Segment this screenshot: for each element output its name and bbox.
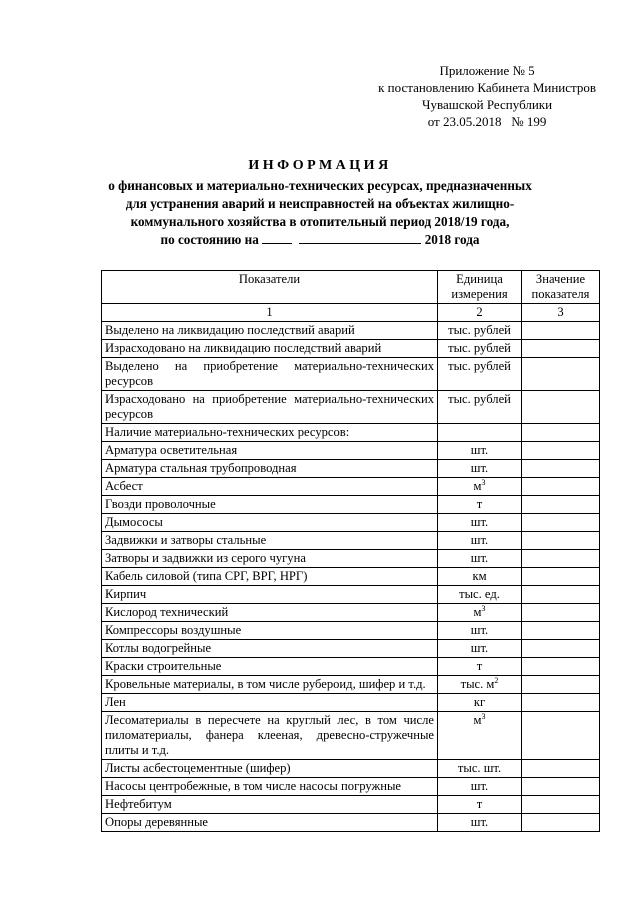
unit-label: тыс. рублей [448, 392, 511, 406]
unit-cell [438, 514, 522, 532]
unit-label: шт. [470, 815, 489, 829]
value-cell [522, 550, 600, 568]
table-row [102, 640, 600, 658]
unit-label: шт. [470, 641, 489, 655]
indicator-name: Дымососы [102, 514, 438, 532]
unit-cell [438, 568, 522, 586]
value-cell [522, 568, 600, 586]
value-cell [522, 640, 600, 658]
table-row [102, 550, 600, 568]
title-line-2: для устранения аварий и неисправностей на объектах жилищно- [125, 196, 515, 211]
table-row [102, 604, 600, 622]
unit-superscript: 3 [481, 711, 486, 721]
indicator-name: Кислород технический [102, 604, 438, 622]
header-unit-line2: измерения [451, 287, 508, 301]
resources-table [101, 270, 600, 832]
column-number-3: 3 [522, 304, 600, 322]
indicator-name: Компрессоры воздушные [102, 622, 438, 640]
table-row [102, 460, 600, 478]
header-indicators: Показатели [102, 271, 438, 304]
unit-cell [438, 460, 522, 478]
indicator-name: Израсходовано на ликвидацию последствий аварий [102, 340, 438, 358]
unit-label: тыс. рублей [448, 341, 511, 355]
header-value [522, 271, 600, 304]
table-row [102, 496, 600, 514]
value-cell [522, 712, 600, 760]
value-cell [522, 694, 600, 712]
unit-cell [438, 424, 522, 442]
table-row [102, 676, 600, 694]
appendix-decree: к постановлению Кабинета Министров [378, 80, 596, 95]
title-line-3: коммунального хозяйства в отопительный период 2018/19 года, [130, 214, 510, 229]
value-cell [522, 658, 600, 676]
unit-label: т [476, 497, 483, 511]
indicator-name: Израсходовано на приобретение материально-технических ресурсов [102, 391, 438, 424]
appendix-reference [378, 62, 596, 130]
unit-label: шт. [470, 623, 489, 637]
table-row [102, 760, 600, 778]
indicator-name: Кровельные материалы, в том числе рубероид, шифер и т.д. [102, 676, 438, 694]
value-cell [522, 496, 600, 514]
unit-superscript: 2 [494, 675, 499, 685]
title-date-prefix: по состоянию на [160, 232, 259, 247]
unit-label: шт. [470, 533, 489, 547]
value-cell [522, 760, 600, 778]
title-date-suffix: 2018 года [424, 232, 480, 247]
indicator-name: Арматура стальная трубопроводная [102, 460, 438, 478]
title-line-4 [0, 231, 640, 249]
indicator-name: Лен [102, 694, 438, 712]
column-number-2: 2 [438, 304, 522, 322]
table-body [102, 322, 600, 832]
unit-cell [438, 694, 522, 712]
unit-cell [438, 796, 522, 814]
appendix-republic: Чувашской Республики [422, 97, 553, 112]
indicator-name: Выделено на приобретение материально-технических ресурсов [102, 358, 438, 391]
indicator-name: Арматура осветительная [102, 442, 438, 460]
unit-cell [438, 814, 522, 832]
date-blank-day [262, 231, 292, 244]
value-cell [522, 322, 600, 340]
unit-cell [438, 358, 522, 391]
unit-cell [438, 532, 522, 550]
value-cell [522, 358, 600, 391]
unit-cell [438, 658, 522, 676]
unit-cell [438, 622, 522, 640]
unit-label: м [473, 479, 482, 493]
indicator-name: Кирпич [102, 586, 438, 604]
value-cell [522, 514, 600, 532]
value-cell [522, 796, 600, 814]
indicator-name: Кабель силовой (типа СРГ, ВРГ, НРГ) [102, 568, 438, 586]
column-number-1: 1 [102, 304, 438, 322]
table-header-row [102, 271, 600, 304]
indicator-name: Наличие материально-технических ресурсов: [102, 424, 438, 442]
unit-label: шт. [470, 551, 489, 565]
unit-label: т [476, 659, 483, 673]
unit-label: шт. [470, 515, 489, 529]
date-blank-month [299, 231, 421, 244]
unit-label: м [473, 713, 482, 727]
header-value-line1: Значение [535, 272, 586, 286]
table-row [102, 694, 600, 712]
unit-cell [438, 340, 522, 358]
indicator-name: Краски строительные [102, 658, 438, 676]
value-cell [522, 586, 600, 604]
value-cell [522, 604, 600, 622]
unit-label: шт. [470, 443, 489, 457]
unit-cell [438, 760, 522, 778]
header-value-line2: показателя [531, 287, 590, 301]
indicator-name: Задвижки и затворы стальные [102, 532, 438, 550]
value-cell [522, 532, 600, 550]
table-row [102, 322, 600, 340]
table-row [102, 568, 600, 586]
unit-cell [438, 478, 522, 496]
appendix-number: Приложение № 5 [439, 63, 535, 78]
value-cell [522, 340, 600, 358]
value-cell [522, 676, 600, 694]
indicator-name: Затворы и задвижки из серого чугуна [102, 550, 438, 568]
value-cell [522, 424, 600, 442]
unit-cell [438, 712, 522, 760]
table-row [102, 622, 600, 640]
table-row [102, 340, 600, 358]
unit-cell [438, 550, 522, 568]
indicator-name: Нефтебитум [102, 796, 438, 814]
title-line-1: о финансовых и материально-технических ресурсах, предназначенных [108, 178, 532, 193]
table-row [102, 814, 600, 832]
indicator-name: Листы асбестоцементные (шифер) [102, 760, 438, 778]
unit-cell [438, 442, 522, 460]
table-row [102, 514, 600, 532]
indicator-name: Выделено на ликвидацию последствий аварий [102, 322, 438, 340]
unit-label: т [476, 797, 483, 811]
table-row [102, 442, 600, 460]
title-heading: ИНФОРМАЦИЯ [248, 158, 392, 173]
table-number-row [102, 304, 600, 322]
table-row [102, 778, 600, 796]
unit-label: тыс. ед. [459, 587, 500, 601]
value-cell [522, 622, 600, 640]
table-row [102, 586, 600, 604]
table-row [102, 658, 600, 676]
unit-superscript: 3 [481, 477, 486, 487]
table-row [102, 391, 600, 424]
value-cell [522, 478, 600, 496]
indicator-name: Гвозди проволочные [102, 496, 438, 514]
unit-cell [438, 604, 522, 622]
unit-label: тыс. м [460, 677, 495, 691]
value-cell [522, 391, 600, 424]
table-row [102, 532, 600, 550]
document-title [0, 157, 640, 249]
indicator-name: Опоры деревянные [102, 814, 438, 832]
unit-superscript: 3 [481, 603, 486, 613]
value-cell [522, 778, 600, 796]
indicator-name: Котлы водогрейные [102, 640, 438, 658]
unit-cell [438, 676, 522, 694]
indicator-name: Насосы центробежные, в том числе насосы погружные [102, 778, 438, 796]
unit-label: шт. [470, 461, 489, 475]
unit-cell [438, 496, 522, 514]
unit-label: м [473, 605, 482, 619]
appendix-date: от 23.05.2018 № 199 [427, 114, 547, 129]
unit-label: шт. [470, 779, 489, 793]
header-unit [438, 271, 522, 304]
value-cell [522, 460, 600, 478]
unit-label: тыс. рублей [448, 359, 511, 373]
value-cell [522, 814, 600, 832]
unit-cell [438, 586, 522, 604]
unit-label: км [472, 569, 487, 583]
header-unit-line1: Единица [456, 272, 503, 286]
unit-cell [438, 778, 522, 796]
unit-label: тыс. рублей [448, 323, 511, 337]
indicator-name: Лесоматериалы в пересчете на круглый лес, в том числе пиломатериалы, фанера клееная, древесно-стружечные плиты и т.д. [102, 712, 438, 760]
unit-label: тыс. шт. [457, 761, 502, 775]
unit-cell [438, 640, 522, 658]
table-row [102, 424, 600, 442]
unit-label: кг [473, 695, 486, 709]
unit-cell [438, 322, 522, 340]
table-row [102, 796, 600, 814]
unit-cell [438, 391, 522, 424]
table-row [102, 478, 600, 496]
value-cell [522, 442, 600, 460]
indicator-name: Асбест [102, 478, 438, 496]
table-row [102, 712, 600, 760]
table-row [102, 358, 600, 391]
